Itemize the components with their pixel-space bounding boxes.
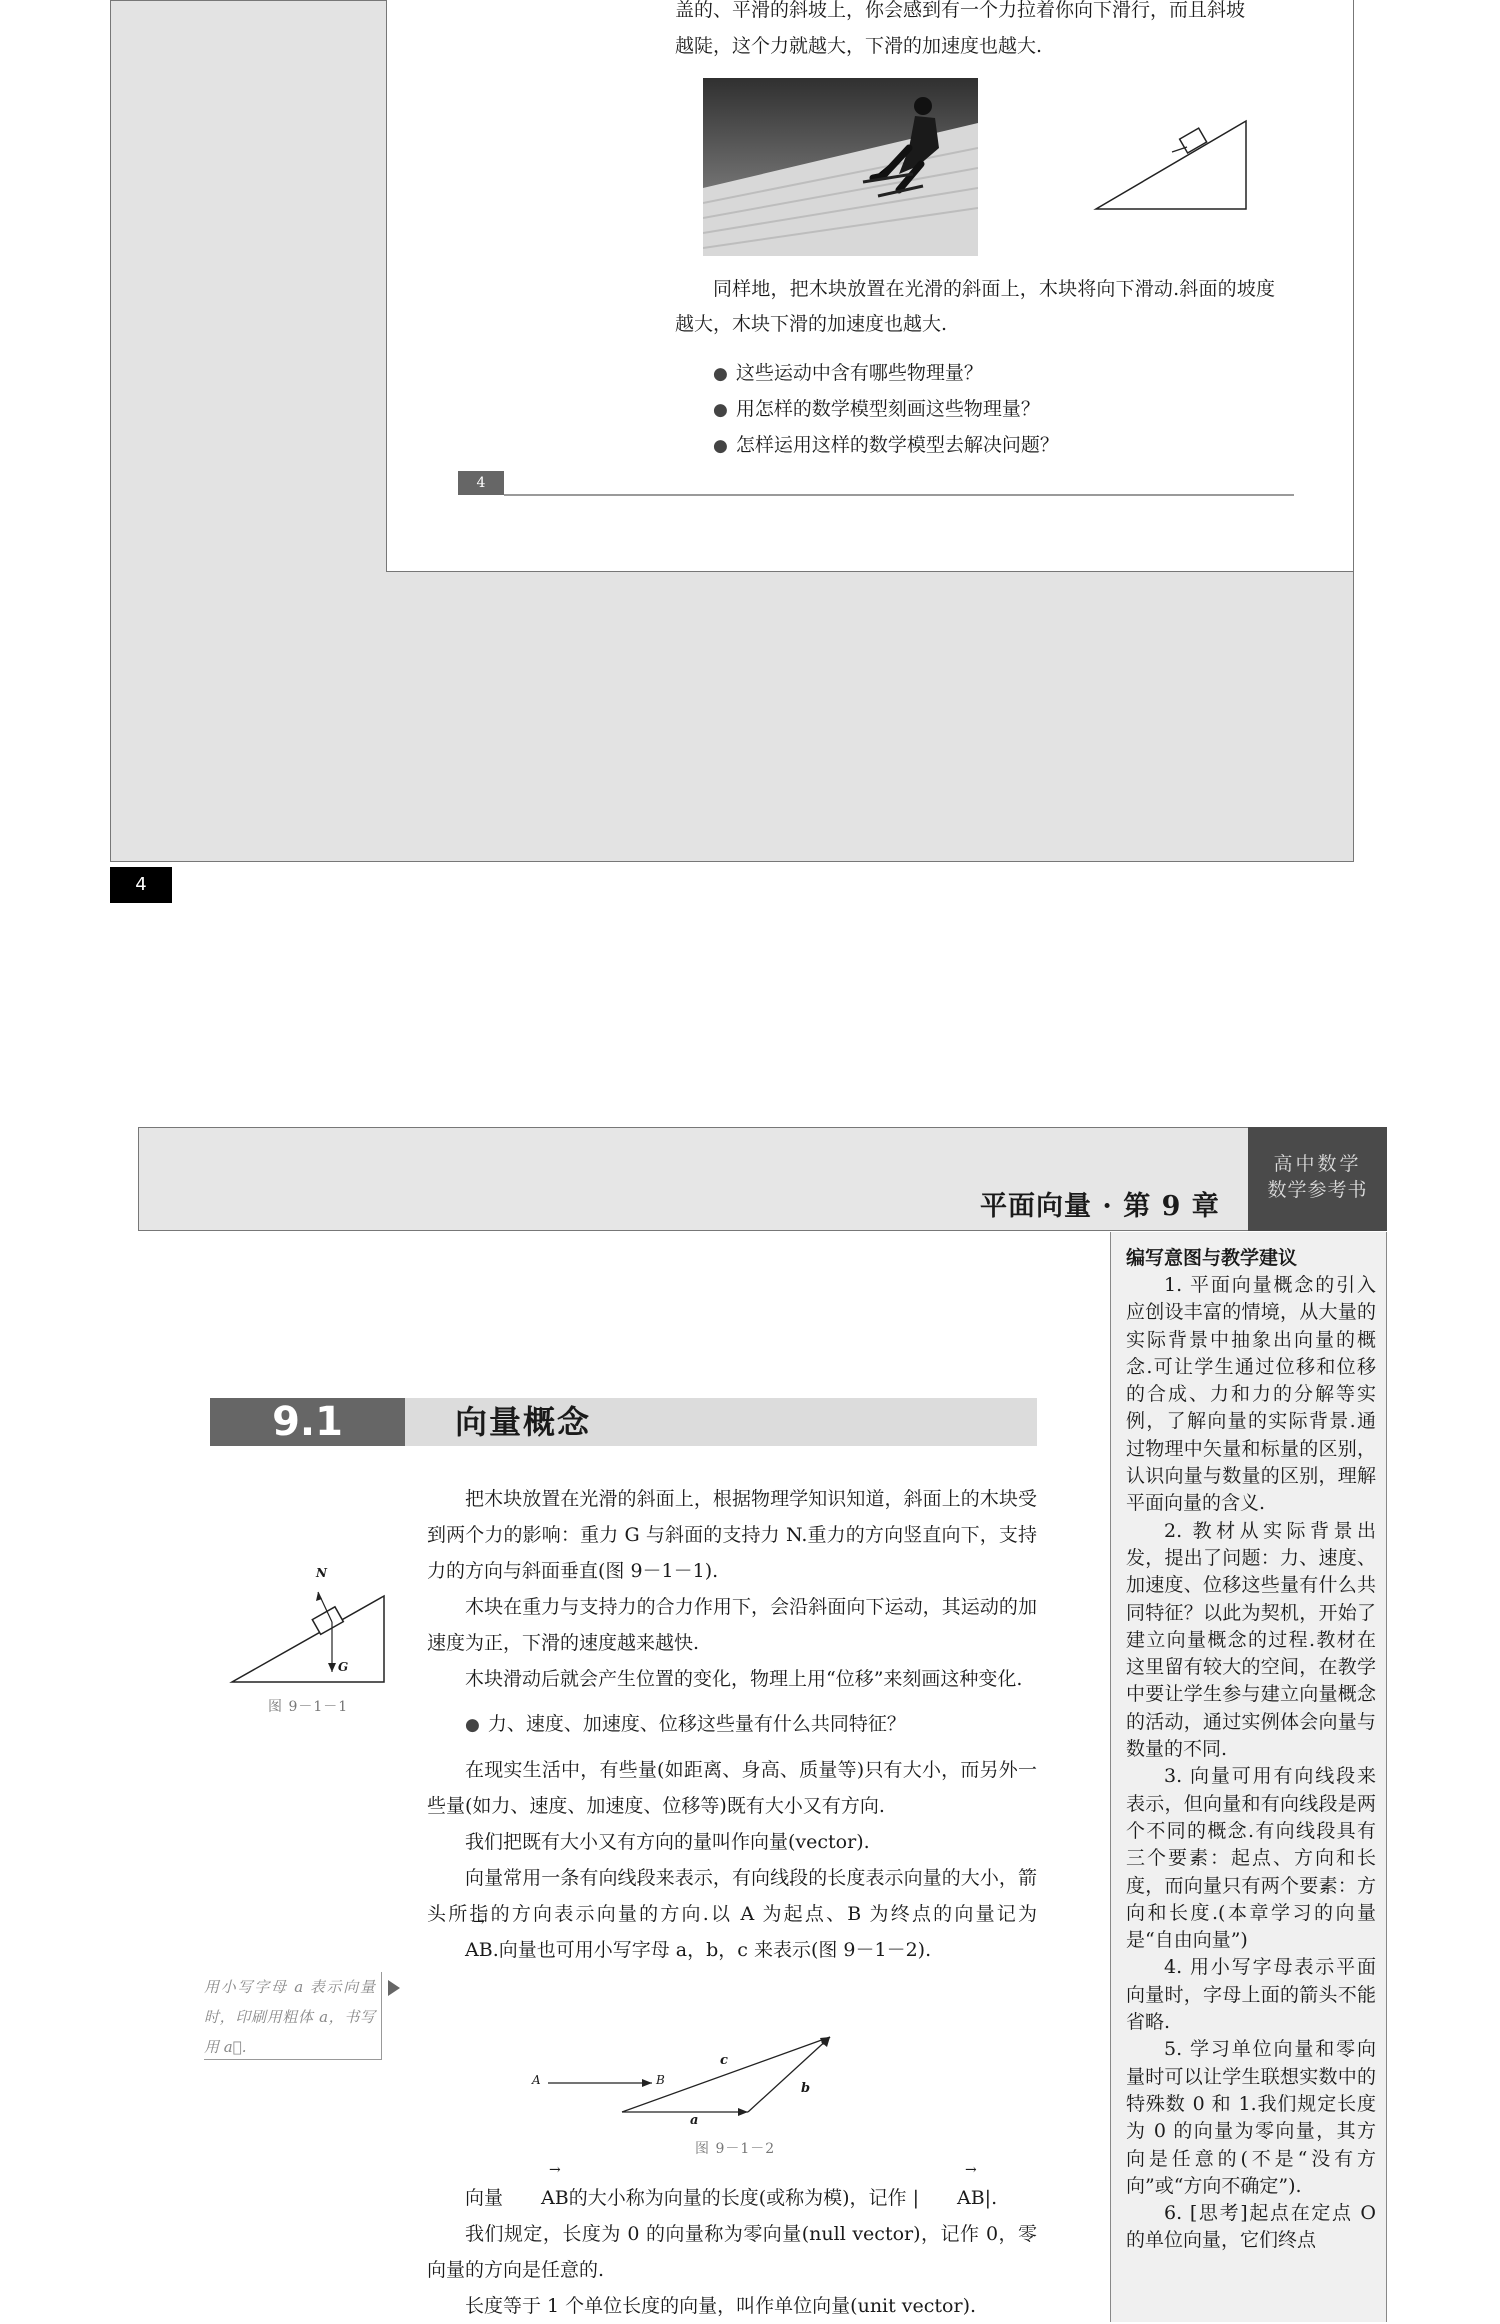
book-badge-line1: 高中数学: [1273, 1153, 1362, 1175]
figure-caption-2: 图 9－1－2: [695, 2141, 776, 2157]
vector-label-b: b: [801, 2081, 811, 2096]
body-paragraph: 我们把既有大小又有方向的量叫作向量(vector).: [465, 1831, 870, 1853]
bullet-item: ● 这些运动中含有哪些物理量？: [713, 356, 1313, 392]
body-text-fragment: 的大小称为向量的长度(或称为模)，记作 |: [568, 2187, 919, 2209]
outer-page-number: 4: [110, 867, 172, 903]
bullet-item: ● 用怎样的数学模型刻画这些物理量？: [713, 392, 1313, 428]
body-text-fragment: 向量常用一条有向线段来表示，有向线段的长度表示向量的大小，箭头所指的方向表示向量的方向.以 A 为起点、B 为终点的向量记为: [427, 1867, 1037, 1925]
vector-ab: → AB: [919, 2180, 985, 2216]
body-paragraph: [427, 2180, 1037, 2216]
sidebar-item: 6. [思考]起点在定点 O 的单位向量，它们终点: [1126, 2202, 1376, 2252]
skier-photo: [703, 78, 978, 256]
figure-caption-1: 图 9－1－1: [268, 1699, 349, 1715]
vector-point-a: A: [532, 2073, 541, 2087]
body-text-fragment: 向量: [465, 2187, 504, 2209]
main-body-text-continued: [427, 2180, 1037, 2324]
sidebar-item: 4. 用小写字母表示平面向量时，字母上面的箭头不能省略.: [1126, 1956, 1376, 2034]
main-body-text: [427, 1481, 1037, 1968]
incline-diagram-top: [1092, 117, 1252, 217]
vector-point-b: B: [656, 2073, 665, 2087]
chapter-title: 平面向量 · 第 9 章: [980, 1191, 1220, 1222]
top-paragraph-line1: 盖的、平滑的斜坡上，你会感到有一个力拉着你向下滑行，而且斜坡: [675, 0, 1246, 21]
inner-page-number: 4: [458, 471, 504, 495]
body-text-fragment: .向量也可用小写字母 a，b，c 来表示(图 9－1－2).: [492, 1939, 932, 1961]
sidebar-item: 5. 学习单位向量和零向量时可以让学生联想实数中的特殊数 0 和 1.我们规定长度为 0 的向量为零向量，其方向是任意的(不是“没有方向”或“方向不确定”).: [1126, 2038, 1376, 2197]
vector-label-a: a: [690, 2113, 699, 2128]
section-title: 向量概念: [455, 1403, 592, 1441]
body-paragraph: 长度等于 1 个单位长度的向量，叫作单位向量(unit vector).: [465, 2295, 977, 2317]
section-number: 9.1: [210, 1398, 405, 1446]
body-paragraph: 木块在重力与支持力的合力作用下，会沿斜面向下运动，其运动的加速度为正，下滑的速度越来越快.: [427, 1596, 1037, 1654]
body-paragraph: 把木块放置在光滑的斜面上，根据物理学知识知道，斜面上的木块受到两个力的影响：重力 G 与斜面的支持力 N.重力的方向竖直向下，支持力的方向与斜面垂直(图 9－1－1).: [427, 1488, 1037, 1582]
body-paragraph: 木块滑动后就会产生位置的变化，物理上用“位移”来刻画这种变化.: [465, 1668, 1023, 1690]
book-badge: [1248, 1127, 1387, 1231]
body-paragraph: 在现实生活中，有些量(如距离、身高、质量等)只有大小，而另外一些量(如力、速度、加速度、位移等)既有大小又有方向.: [427, 1759, 1037, 1817]
book-badge-line2: 数学参考书: [1267, 1179, 1368, 1201]
top-bullet-list: [713, 356, 1313, 464]
top-paragraph-line2: 越陡，这个力就越大，下滑的加速度也越大.: [675, 35, 1043, 57]
margin-note-arrow-icon: [388, 1980, 400, 1996]
top-paragraph-2: 同样地，把木块放置在光滑的斜面上，木块将向下滑动.斜面的坡度越大，木块下滑的加速度也越大.: [675, 278, 1275, 335]
body-paragraph: 我们规定，长度为 0 的向量称为零向量(null vector)，记作 0，零向量的方向是任意的.: [427, 2223, 1037, 2281]
vector-ab: → AB: [427, 1932, 493, 1968]
body-paragraph: [427, 1860, 1037, 1968]
question-bullet: ● 力、速度、加速度、位移这些量有什么共同特征？: [465, 1705, 1037, 1744]
margin-note: 用小写字母 a 表示向量时，印刷用粗体 a，书写用 a⃗.: [204, 1972, 382, 2060]
sidebar-item: 3. 向量可用有向线段来表示，但向量和有向线段是两个不同的概念.有向线段具有三个要素：起点、方向和长度，而向量只有两个要素：方向和长度.(本章学习的向量是“自由向量”): [1126, 1765, 1376, 1952]
figure-incline-forces: [228, 1556, 398, 1686]
sidebar-notes: [1126, 1244, 1376, 2255]
figure-vectors: [530, 2025, 930, 2128]
vector-ab: → AB: [503, 2180, 569, 2216]
page-footer-rule: [504, 494, 1294, 496]
sidebar-item: 1. 平面向量概念的引入应创设丰富的情境，从大量的实际背景中抽象出向量的概念.可让学生通过位移和位移的合成、力和力的分解等实例，了解向量的实际背景.通过物理中矢量和标量的区别，认识向量与数量的区别，理解平面向量的含义.: [1126, 1274, 1376, 1515]
force-label-n: N: [316, 1566, 327, 1580]
sidebar-item: 2. 教材从实际背景出发，提出了问题：力、速度、加速度、位移这些量有什么共同特征？以此为契机，开始了建立向量概念的过程.教材在这里留有较大的空间，在教学中要让学生参与建立向量概念的活动，通过实例体会向量与数量的不同.: [1126, 1519, 1376, 1761]
bullet-item: ● 怎样运用这样的数学模型去解决问题？: [713, 428, 1313, 464]
body-text-fragment: |.: [984, 2187, 998, 2209]
sidebar-heading: 编写意图与教学建议: [1126, 1247, 1298, 1269]
vector-label-c: c: [720, 2053, 728, 2068]
force-label-g: G: [338, 1660, 349, 1674]
